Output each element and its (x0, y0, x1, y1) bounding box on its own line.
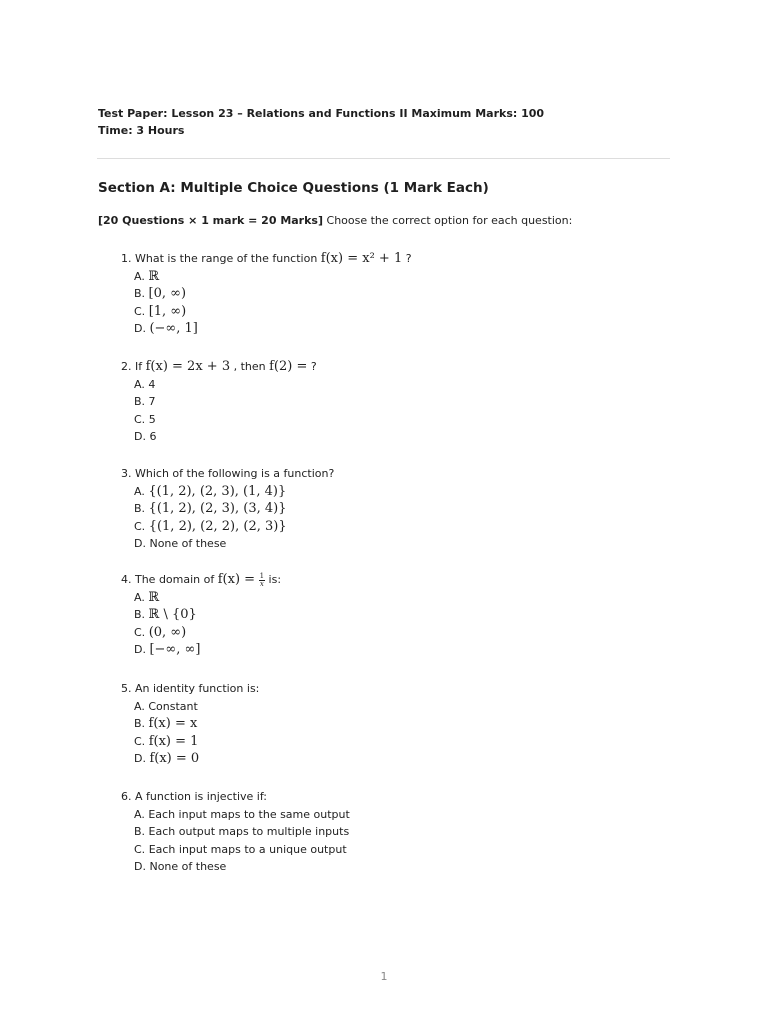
option-a (121, 806, 350, 824)
option-text: f(x) = x (148, 716, 198, 732)
option-b (121, 715, 259, 733)
marks-label: [20 Questions × 1 mark = 20 Marks] (98, 214, 324, 227)
option-text: {(1, 2), (2, 3), (3, 4)} (148, 501, 287, 517)
option-a (121, 589, 281, 607)
question-text: 3. Which of the following is a function? (121, 467, 335, 480)
option-text: (−∞, 1] (149, 321, 198, 337)
option-label: C. (134, 842, 149, 856)
header-title: Test Paper: Lesson 23 – Relations and Functions II Maximum Marks: 100 (98, 107, 545, 120)
option-label: B. (134, 825, 149, 839)
option-text: 5 (148, 412, 156, 426)
option-text: f(x) = 0 (149, 751, 200, 767)
question-1 (121, 250, 412, 338)
option-text: {(1, 2), (2, 2), (2, 3)} (148, 518, 287, 534)
question-prefix: 4. The domain of (121, 573, 218, 586)
question-text: 5. An identity function is: (121, 682, 260, 695)
option-b (121, 393, 317, 411)
math-expression: f(x) = 2x + 3 (145, 359, 231, 374)
option-label: B. (134, 395, 149, 409)
option-label: B. (134, 717, 149, 731)
option-label: D. (134, 322, 150, 336)
option-text: {(1, 2), (2, 3), (1, 4)} (148, 483, 287, 499)
option-label: A. (134, 484, 149, 498)
math-expression: f(2) = (269, 359, 308, 374)
section-instruction (98, 214, 572, 227)
option-text: ℝ \ {0} (148, 607, 197, 623)
page-number: 1 (380, 970, 388, 983)
instruction-text: Choose the correct option for each question: (323, 214, 573, 227)
option-a (121, 698, 259, 716)
option-label: A. (134, 699, 149, 713)
question-prefix: 2. If (121, 360, 146, 373)
option-label: D. (134, 752, 150, 766)
option-label: C. (134, 625, 149, 639)
option-label: B. (134, 502, 149, 516)
option-a (121, 376, 317, 394)
question-text (121, 250, 412, 268)
option-text: Constant (148, 699, 198, 713)
question-prefix: 1. What is the range of the function (121, 252, 321, 265)
option-text: Each output maps to multiple inputs (148, 825, 350, 839)
option-label: C. (134, 304, 149, 318)
question-suffix: is: (265, 573, 282, 586)
option-c (121, 303, 412, 321)
paper-header (98, 106, 544, 139)
fraction-denominator: x (259, 579, 264, 588)
question-3 (121, 465, 334, 553)
option-text: [0, ∞) (148, 286, 187, 302)
option-label: D. (134, 430, 150, 444)
option-label: C. (134, 734, 149, 748)
header-time: Time: 3 Hours (98, 123, 185, 137)
option-d (121, 641, 281, 659)
question-suffix: ? (307, 360, 317, 373)
option-b (121, 500, 334, 518)
question-suffix: ? (402, 252, 412, 265)
option-c (121, 624, 281, 642)
option-text: Each input maps to a unique output (148, 842, 347, 856)
option-text: 7 (148, 395, 156, 409)
question-mid: , then (230, 360, 270, 373)
option-c (121, 411, 317, 429)
option-a (121, 483, 334, 501)
question-text (121, 358, 317, 376)
option-text: ℝ (148, 589, 160, 605)
question-text: 6. A function is injective if: (121, 790, 268, 803)
option-label: A. (134, 590, 149, 604)
question-5 (121, 680, 259, 768)
option-text: [−∞, ∞] (149, 642, 201, 658)
option-d (121, 750, 259, 768)
option-text: (0, ∞) (148, 624, 187, 640)
option-label: A. (134, 807, 149, 821)
option-c (121, 733, 259, 751)
option-label: D. (134, 860, 150, 874)
option-b (121, 285, 412, 303)
option-a (121, 268, 412, 286)
option-b (121, 606, 281, 624)
option-d (121, 428, 317, 446)
option-text: f(x) = 1 (148, 733, 199, 749)
fraction-numerator: 1 (259, 571, 265, 580)
option-label: B. (134, 287, 149, 301)
math-expression: f(x) = x² + 1 (320, 251, 403, 266)
question-text (121, 571, 281, 589)
option-d (121, 535, 334, 553)
question-2 (121, 358, 317, 446)
option-label: D. (134, 537, 150, 551)
option-c (121, 841, 350, 859)
option-text: 6 (149, 430, 157, 444)
option-text: None of these (149, 537, 227, 551)
option-c (121, 518, 334, 536)
option-text: [1, ∞) (148, 303, 187, 319)
horizontal-divider (97, 158, 670, 159)
option-label: A. (134, 377, 149, 391)
question-6 (121, 788, 350, 876)
option-text: ℝ (148, 268, 160, 284)
option-text: 4 (148, 377, 156, 391)
option-text: None of these (149, 860, 227, 874)
option-label: C. (134, 519, 149, 533)
option-d (121, 858, 350, 876)
option-label: D. (134, 643, 150, 657)
option-text: Each input maps to the same output (148, 807, 350, 821)
section-title: Section A: Multiple Choice Questions (1 Mark Each) (98, 180, 489, 196)
option-d (121, 320, 412, 338)
math-expression: f(x) = (217, 572, 256, 587)
option-label: A. (134, 269, 149, 283)
option-label: C. (134, 412, 149, 426)
option-b (121, 823, 350, 841)
option-label: B. (134, 608, 149, 622)
question-4 (121, 571, 281, 659)
